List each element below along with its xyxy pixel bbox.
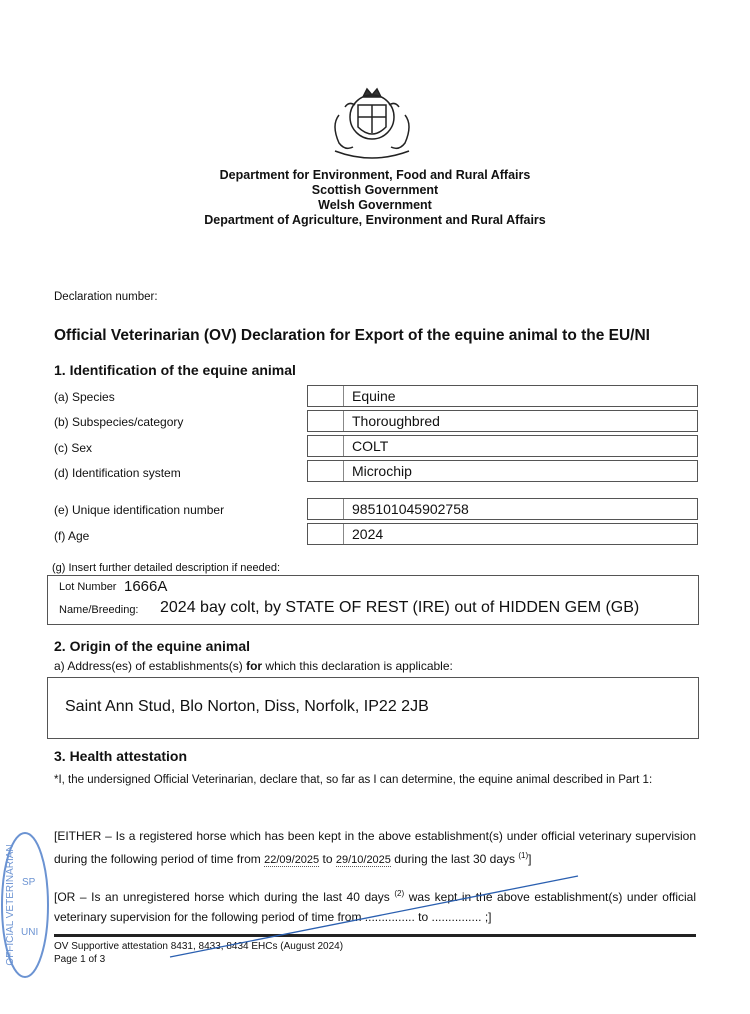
age-field[interactable]	[307, 523, 698, 545]
department-scottish-gov: Scottish Government	[311, 183, 439, 197]
breeding-value: 2024 bay colt, by STATE OF REST (IRE) out of HIDDEN GEM (GB)	[160, 599, 640, 616]
to-date: 29/10/2025	[335, 854, 391, 866]
species-field[interactable]	[307, 385, 698, 407]
section1-heading: 1. Identification of the equine animal	[54, 362, 296, 378]
uin-field[interactable]	[307, 498, 698, 520]
subspecies-field[interactable]	[307, 410, 698, 432]
breeding-label: Name/Breeding:	[59, 604, 139, 616]
identification-system-field[interactable]	[307, 460, 698, 482]
section2-heading: 2. Origin of the equine animal	[54, 638, 251, 654]
department-defra: Department for Environment, Food and Rural Affairs	[219, 168, 531, 182]
from-date: 22/09/2025	[264, 854, 320, 866]
address-box[interactable]	[47, 677, 699, 739]
stamp-text-main: OFFICIAL VETERINARIAN	[5, 844, 16, 966]
sex-field[interactable]	[307, 435, 698, 457]
department-daera: Department of Agriculture, Environment and Rural Affairs	[204, 213, 546, 227]
declaration-number-label: Declaration number:	[54, 291, 158, 303]
section3-heading: 3. Health attestation	[54, 748, 188, 764]
description-box[interactable]	[47, 575, 699, 625]
sex-value: COLT	[352, 438, 389, 454]
subspecies-value: Thoroughbred	[352, 413, 440, 429]
uin-label: (e) Unique identification number	[54, 503, 225, 517]
address-value: Saint Ann Stud, Blo Norton, Diss, Norfolk, IP22 2JB	[65, 698, 429, 715]
page-number: Page 1 of 3	[54, 954, 106, 965]
royal-coat-of-arms-logo	[325, 85, 420, 165]
description-label: (g) Insert further detailed description if needed:	[52, 562, 281, 574]
official-veterinarian-stamp	[0, 830, 50, 980]
strike-through-line	[0, 840, 620, 970]
lot-number-label: Lot Number	[59, 581, 117, 593]
uin-value: 985101045902758	[352, 501, 469, 517]
document-title: Official Veterinarian (OV) Declaration for Export of the equine animal to the EU/NI	[54, 327, 650, 344]
footer-attestation: OV Supportive attestation 8431, 8433, 8434 EHCs (August 2024)	[54, 941, 344, 952]
sex-label: (c) Sex	[54, 441, 93, 455]
age-value: 2024	[352, 526, 384, 542]
attestation-intro: *I, the undersigned Official Veterinarian, declare that, so far as I can determine, the equine animal described in Part 1:	[54, 774, 653, 786]
lot-number-value: 1666A	[124, 578, 168, 595]
species-label: (a) Species	[54, 390, 115, 404]
species-value: Equine	[352, 388, 396, 404]
stamp-text-sp: SP	[22, 877, 36, 888]
age-label: (f) Age	[54, 529, 90, 543]
subspecies-label: (b) Subspecies/category	[54, 415, 184, 429]
stamp-text-uni: UNI	[21, 927, 39, 938]
identification-system-label: (d) Identification system	[54, 466, 181, 480]
address-label: a) Address(es) of establishments(s) for which this declaration is applicable:	[54, 659, 453, 673]
or-clause: [OR – Is an unregistered horse which during the last 40 days $^{(2)}$ was kept in the above establishment(s) under official veterinary supervision for the following period of time from ............... to ............... ;]	[54, 889, 696, 924]
department-welsh-gov: Welsh Government	[318, 198, 432, 212]
identification-system-value: Microchip	[352, 463, 412, 479]
either-clause: [EITHER – Is a registered horse which has been kept in the above establishment(s) under official veterinary supervision during the following period of time from 22/09/2025 to 29/10/2025 during the last 30 days $^{(1)}$]	[54, 829, 696, 866]
